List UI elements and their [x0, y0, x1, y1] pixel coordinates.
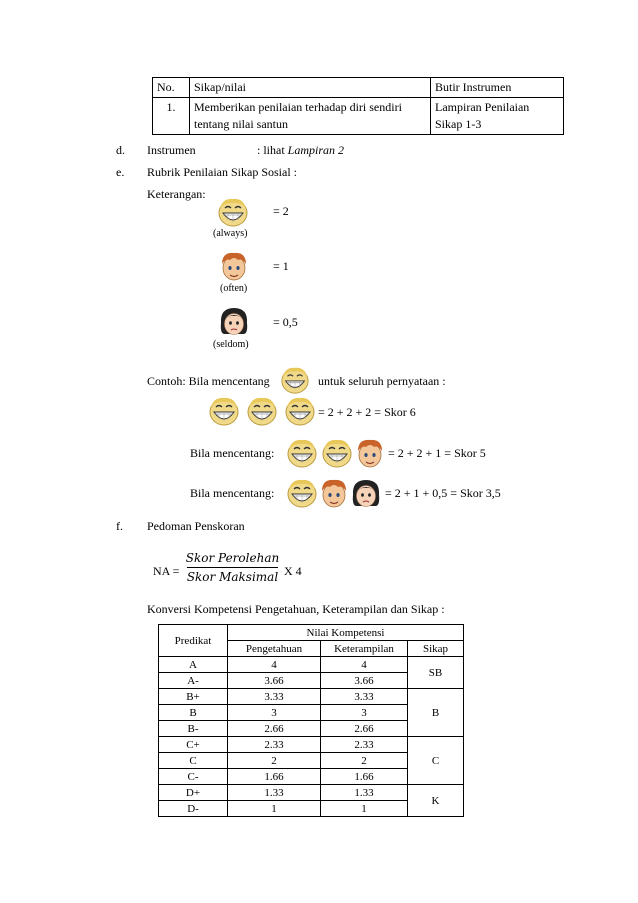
nilai-kompetensi-header: Nilai Kompetensi	[228, 625, 464, 641]
table-cell: C-	[159, 769, 228, 785]
formula-divider	[187, 567, 278, 568]
smile-face-icon	[246, 395, 278, 427]
table-row	[159, 737, 464, 753]
item-d-value-prefix: : lihat	[257, 143, 288, 157]
smile-face-icon	[217, 196, 249, 228]
table-cell: 1.33	[321, 785, 408, 801]
item-f-letter: f.	[116, 519, 123, 533]
table-cell: 4	[228, 657, 321, 673]
table-header-cell: Sikap/nilai	[190, 78, 431, 98]
example3-label: Bila mencentang:	[190, 486, 275, 500]
item-d-letter: d.	[116, 143, 125, 157]
pengetahuan-header: Pengetahuan	[228, 641, 321, 657]
legend-score-seldom: = 0,5	[273, 315, 298, 329]
keterangan-title: Keterangan:	[147, 187, 206, 201]
table-cell: A-	[159, 673, 228, 689]
table-cell: D-	[159, 801, 228, 817]
konversi-table	[158, 624, 464, 817]
sikap-group-cell: SB	[408, 657, 464, 689]
item-d-value-link: Lampiran 2	[287, 143, 345, 157]
item-e-label: Rubrik Penilaian Sikap Sosial :	[147, 165, 297, 179]
item-e-letter: e.	[116, 165, 125, 179]
sikap-group-cell: C	[408, 737, 464, 785]
table-cell: Lampiran Penilaian Sikap 1-3	[431, 98, 564, 135]
table-header-row	[159, 625, 464, 641]
smile-face-icon	[280, 365, 310, 395]
table-cell: 1.33	[228, 785, 321, 801]
item-d-value	[257, 143, 344, 158]
table-cell: 1.	[153, 98, 190, 135]
table-cell: 3.33	[228, 689, 321, 705]
example3-result: = 2 + 1 + 0,5 = Skor 3,5	[385, 486, 501, 500]
table-cell: C	[159, 753, 228, 769]
sikap-group-cell: B	[408, 689, 464, 737]
sikap-header: Sikap	[408, 641, 464, 657]
table-cell: B	[159, 705, 228, 721]
sikap-table	[152, 77, 564, 135]
table-row	[159, 785, 464, 801]
predikat-header: Predikat	[159, 625, 228, 657]
table-cell: 4	[321, 657, 408, 673]
smile-face-icon	[321, 437, 353, 469]
legend-score-always: = 2	[273, 204, 289, 218]
konversi-title: Konversi Kompetensi Pengetahuan, Keterampilan dan Sikap :	[147, 602, 445, 616]
table-row	[159, 689, 464, 705]
example2-result: = 2 + 2 + 1 = Skor 5	[388, 446, 486, 460]
formula-lhs: NA =	[153, 564, 180, 578]
table-header-row	[153, 78, 564, 98]
item-f-label: Pedoman Penskoran	[147, 519, 245, 533]
boy-face-icon	[218, 250, 250, 282]
example2-label: Bila mencentang:	[190, 446, 275, 460]
table-cell: 1.66	[228, 769, 321, 785]
table-cell: 1	[228, 801, 321, 817]
table-cell: 3	[321, 705, 408, 721]
table-cell: 1.66	[321, 769, 408, 785]
table-cell: 3.66	[228, 673, 321, 689]
formula-multiplier: X 4	[284, 564, 302, 578]
table-row	[153, 98, 564, 135]
sikap-group-cell: K	[408, 785, 464, 817]
keterampilan-header: Keterampilan	[321, 641, 408, 657]
legend-caption-often: (often)	[220, 283, 248, 294]
table-cell: A	[159, 657, 228, 673]
table-header-cell: Butir Instrumen	[431, 78, 564, 98]
table-cell: 2.66	[321, 721, 408, 737]
table-cell: 2	[321, 753, 408, 769]
table-cell: 3.33	[321, 689, 408, 705]
table-cell: B+	[159, 689, 228, 705]
table-cell: 1	[321, 801, 408, 817]
example1-result: = 2 + 2 + 2 = Skor 6	[318, 405, 416, 419]
table-cell: C+	[159, 737, 228, 753]
formula-numerator: Skor Perolehan	[185, 551, 280, 565]
table-cell: 2.66	[228, 721, 321, 737]
smile-face-icon	[286, 437, 318, 469]
table-cell: 3	[228, 705, 321, 721]
table-cell: Memberikan penilaian terhadap diri sendiri tentang nilai santun	[190, 98, 431, 135]
contoh-line1-suffix: untuk seluruh pernyataan :	[318, 374, 446, 388]
legend-caption-seldom: (seldom)	[213, 339, 249, 350]
sad-face-icon	[218, 305, 250, 337]
table-cell: D+	[159, 785, 228, 801]
smile-face-icon	[208, 395, 240, 427]
legend-caption-always: (always)	[213, 228, 248, 239]
contoh-line1-prefix: Contoh: Bila mencentang	[147, 374, 270, 388]
smile-face-icon	[286, 477, 318, 509]
sad-face-icon	[350, 477, 382, 509]
table-cell: 2.33	[321, 737, 408, 753]
item-d-label: Instrumen	[147, 143, 196, 157]
boy-face-icon	[318, 477, 350, 509]
table-cell: B-	[159, 721, 228, 737]
table-cell: 2.33	[228, 737, 321, 753]
formula-denominator: Skor Maksimal	[186, 570, 279, 584]
legend-score-often: = 1	[273, 259, 289, 273]
table-row	[159, 657, 464, 673]
table-cell: 2	[228, 753, 321, 769]
boy-face-icon	[354, 437, 386, 469]
table-cell: 3.66	[321, 673, 408, 689]
smile-face-icon	[284, 395, 316, 427]
table-header-cell: No.	[153, 78, 190, 98]
